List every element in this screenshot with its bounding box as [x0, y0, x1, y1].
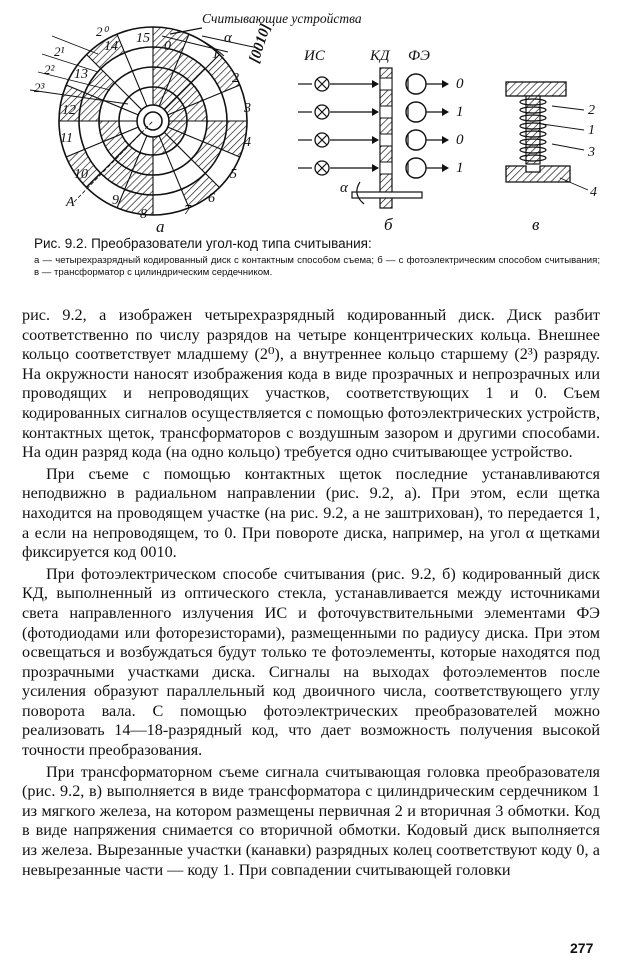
sector-label-6: 6	[208, 191, 215, 206]
figure-caption	[34, 236, 600, 278]
transformer-disk	[506, 166, 570, 182]
photo-element	[406, 130, 449, 150]
light-source	[298, 133, 379, 147]
transformer-label-3: 3	[588, 145, 595, 160]
sector-label-3: 3	[244, 101, 251, 116]
transformer-scheme	[506, 82, 597, 234]
transformer-label-2: 2	[588, 103, 595, 118]
part-label-a: а	[156, 217, 165, 236]
fe-rows	[298, 74, 449, 178]
label-a-ref: A	[66, 195, 75, 210]
paragraph-1: рис. 9.2, а изображен четырехразрядный кодированный диск. Диск разбит соответственно по числу разрядов на четыре концентрических кольца. Внешнее кольцо соответствует младшему (2⁰), а внутреннее кольцо старшему (2³) разряду. На окружности наносят изображения кода в виде прозрачных и непрозрачных или проводящих и непроводящих участков, соответствующих 1 и 0. Съем кодированных сигналов осуществляется с помощью фотоэлектрических устройств, контактных щеток, трансформаторов с воздушным зазором и другими способами. На один разряд кода (на одно кольцо) требуется одно считывающее устройство.	[22, 306, 600, 462]
coded-disk	[30, 11, 362, 236]
sector-label-1: 1	[212, 47, 219, 62]
sector-label-4: 4	[244, 135, 251, 150]
sector-label-14: 14	[104, 39, 118, 54]
light-source	[298, 77, 379, 91]
label-alpha-b: α	[340, 180, 348, 196]
sector-label-9: 9	[112, 193, 119, 208]
transformer-label-4: 4	[590, 185, 597, 200]
sector-label-7: 7	[184, 203, 191, 218]
part-label-v: в	[532, 215, 540, 234]
label-code: [0010]	[246, 22, 275, 66]
sector-label-12: 12	[62, 103, 76, 118]
fe-output-2: 1	[456, 104, 464, 120]
caption-description: а — четырехразрядный кодированный диск с контактным способом съема; б — с фотоэлектрическим способом считывания; в — трансформатор с цилиндрическим сердечником.	[34, 255, 600, 278]
photo-element	[406, 74, 449, 94]
figure-9-2	[12, 6, 612, 238]
label-power-0: 2⁰	[96, 24, 108, 39]
sector-label-11: 11	[60, 131, 73, 146]
leader-1	[542, 124, 584, 130]
kd-window-3	[380, 134, 392, 146]
leader-4	[560, 178, 588, 190]
label-reading-devices: Считывающие устройства	[202, 11, 362, 26]
kd-shaft	[352, 192, 422, 198]
sector-label-0: 0	[164, 39, 171, 54]
sector-label-15: 15	[136, 31, 150, 46]
page-number: 277	[570, 940, 594, 956]
light-source	[298, 105, 379, 119]
label-alpha: α	[224, 30, 232, 46]
sector-label-10: 10	[74, 167, 88, 182]
label-power-1: 2¹	[54, 44, 65, 59]
transformer-core	[526, 96, 540, 164]
transformer-label-1: 1	[588, 123, 595, 138]
kd-window-1	[380, 78, 392, 90]
fe-output-3: 0	[456, 132, 464, 148]
label-fe: ФЭ	[408, 48, 430, 64]
label-is: ИС	[304, 48, 325, 64]
photoelectric-scheme	[298, 48, 464, 234]
sector-label-5: 5	[230, 167, 237, 182]
sector-label-13: 13	[74, 67, 88, 82]
sector-label-2: 2	[232, 71, 239, 86]
paragraph-3: При фотоэлектрическом способе считывания (рис. 9.2, б) кодированный диск КД, выполненный из оптического стекла, устанавливается между источниками света направленного излучения ИС и фоточувствительными элементами ФЭ (фотодиодами или фоторезисторами), размещенными по радиусу диска. При этом освещаться и возбуждаться будут только те фотоэлементы, которые находятся под прозрачными участками диска. Сигналы на выходах фотоэлементов после усиления образуют параллельный код двоичного числа, соответствующего углу поворота вала. С помощью фотоэлектрических преобразователей можно реализовать 14—18-разрядный код, что дает возможность получения высокой точности преобразования.	[22, 564, 600, 760]
light-source	[298, 161, 379, 175]
photo-element	[406, 102, 449, 122]
body-text	[22, 306, 600, 882]
fe-output-1: 0	[456, 76, 464, 92]
paragraph-2: При съеме с помощью контактных щеток последние устанавливаются неподвижно в радиальном направлении (рис. 9.2, а). При этом, если щетка находится на проводящем участке (на рис. 9.2, а не заштрихован), то передается 1, а если на непроводящем, то 0. При повороте диска, например, на угол α щетками фиксируется код 0010.	[22, 464, 600, 562]
part-label-b: б	[384, 215, 393, 234]
label-power-3: 2³	[34, 80, 45, 95]
transformer-top-plate	[506, 82, 566, 96]
label-kd: КД	[370, 48, 390, 64]
label-power-2: 2²	[44, 62, 55, 77]
paragraph-4: При трансформаторном съеме сигнала считывающая головка преобразователя (рис. 9.2, в) выполняется в виде трансформатора с цилиндрическим сердечником 1 из мягкого железа, на котором размещены первичная 2 и вторичная 3 обмотки. Код в виде напряжения снимается со вторичной обмотки. Кодовый диск выполняется из железа. Вырезанные участки (канавки) разрядных колец соответствуют коду 0, а невырезанные части — коду 1. При совпадении считывающей головки	[22, 762, 600, 879]
fe-output-4: 1	[456, 160, 464, 176]
leader-3	[552, 144, 584, 150]
photo-element	[406, 158, 449, 178]
leader-2	[552, 106, 584, 110]
kd-window-4	[380, 162, 392, 174]
caption-title: Рис. 9.2. Преобразователи угол-код типа считывания:	[34, 236, 372, 251]
kd-window-2	[380, 106, 392, 118]
sector-label-8: 8	[140, 207, 147, 222]
